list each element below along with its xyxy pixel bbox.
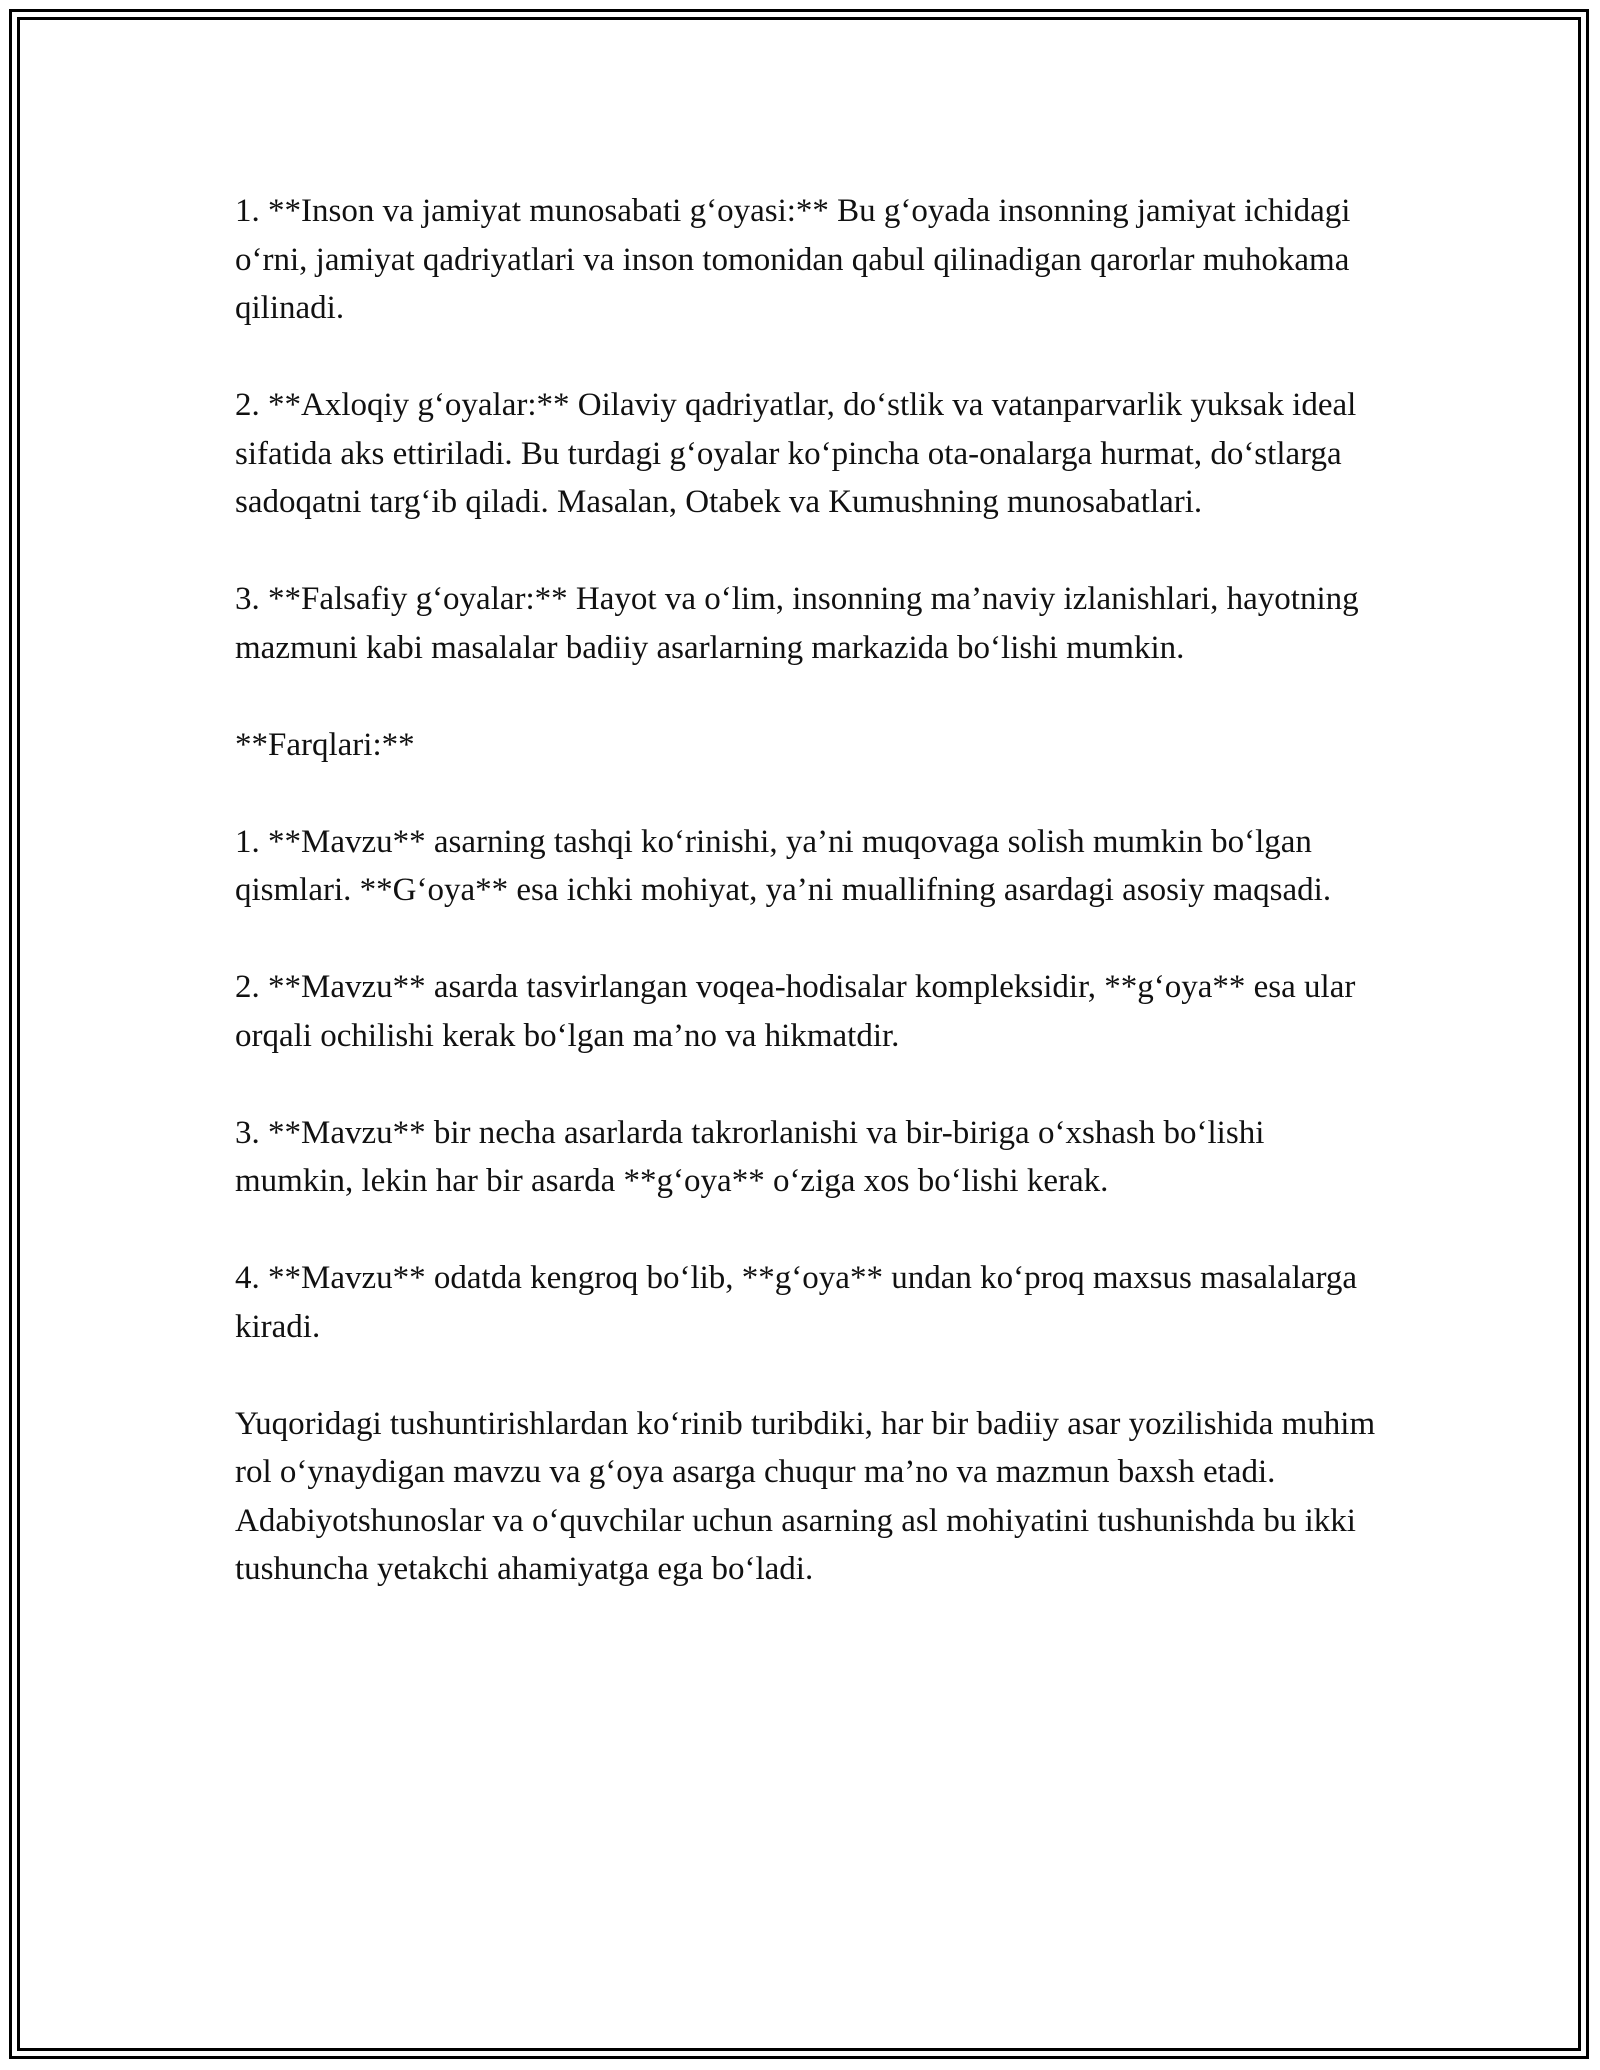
paragraph-farq-2: 2. **Mavzu** asarda tasvirlangan voqea-hodisalar kompleksidir, **g‘oya** esa ular orqali ochilishi kerak bo‘lgan ma’no va hikmatdir.	[235, 969, 1356, 1054]
paragraph-inson-jamiyat: 1. **Inson va jamiyat munosabati g‘oyasi:** Bu g‘oyada insonning jamiyat ichidagi o‘rni, jamiyat qadriyatlari va inson tomonidan qabul qilinadigan qarorlar muhokama qilinadi.	[235, 193, 1351, 326]
paragraph-farq-4: 4. **Mavzu** odatda kengroq bo‘lib, **g‘oya** undan ko‘proq maxsus masalalarga kiradi.	[235, 1260, 1358, 1345]
document-body	[235, 187, 1385, 1642]
paragraph-conclusion: Yuqoridagi tushuntirishlardan ko‘rinib turibdiki, har bir badiiy asar yozilishida muhim rol o‘ynaydigan mavzu va g‘oya asarga chuqur ma’no va mazmun baxsh etadi. Adabiyotshunoslar va o‘quvchilar uchun asarning asl mohiyatini tushunishda bu ikki tushuncha yetakchi ahamiyatga ega bo‘ladi.	[235, 1405, 1376, 1587]
heading-farqlari: **Farqlari:**	[235, 726, 415, 763]
paragraph-axloqiy: 2. **Axloqiy g‘oyalar:** Oilaviy qadriyatlar, do‘stlik va vatanparvarlik yuksak ideal sifatida aks ettiriladi. Bu turdagi g‘oyalar ko‘pincha ota-onalarga hurmat, do‘stlarga sadoqatni targ‘ib qiladi. Masalan, Otabek va Kumushning munosabatlari.	[235, 387, 1357, 520]
paragraph-farq-3: 3. **Mavzu** bir necha asarlarda takrorlanishi va bir-biriga o‘xshash bo‘lishi mumkin, lekin har bir asarda **g‘oya** o‘ziga xos bo‘lishi kerak.	[235, 1114, 1265, 1199]
paragraph-falsafiy: 3. **Falsafiy g‘oyalar:** Hayot va o‘lim, insonning ma’naviy izlanishlari, hayotning mazmuni kabi masalalar badiiy asarlarning markazida bo‘lishi mumkin.	[235, 581, 1359, 666]
paragraph-farq-1: 1. **Mavzu** asarning tashqi ko‘rinishi, ya’ni muqovaga solish mumkin bo‘lgan qismlari. **G‘oya** esa ichki mohiyat, ya’ni muallifning asardagi asosiy maqsadi.	[235, 823, 1332, 908]
